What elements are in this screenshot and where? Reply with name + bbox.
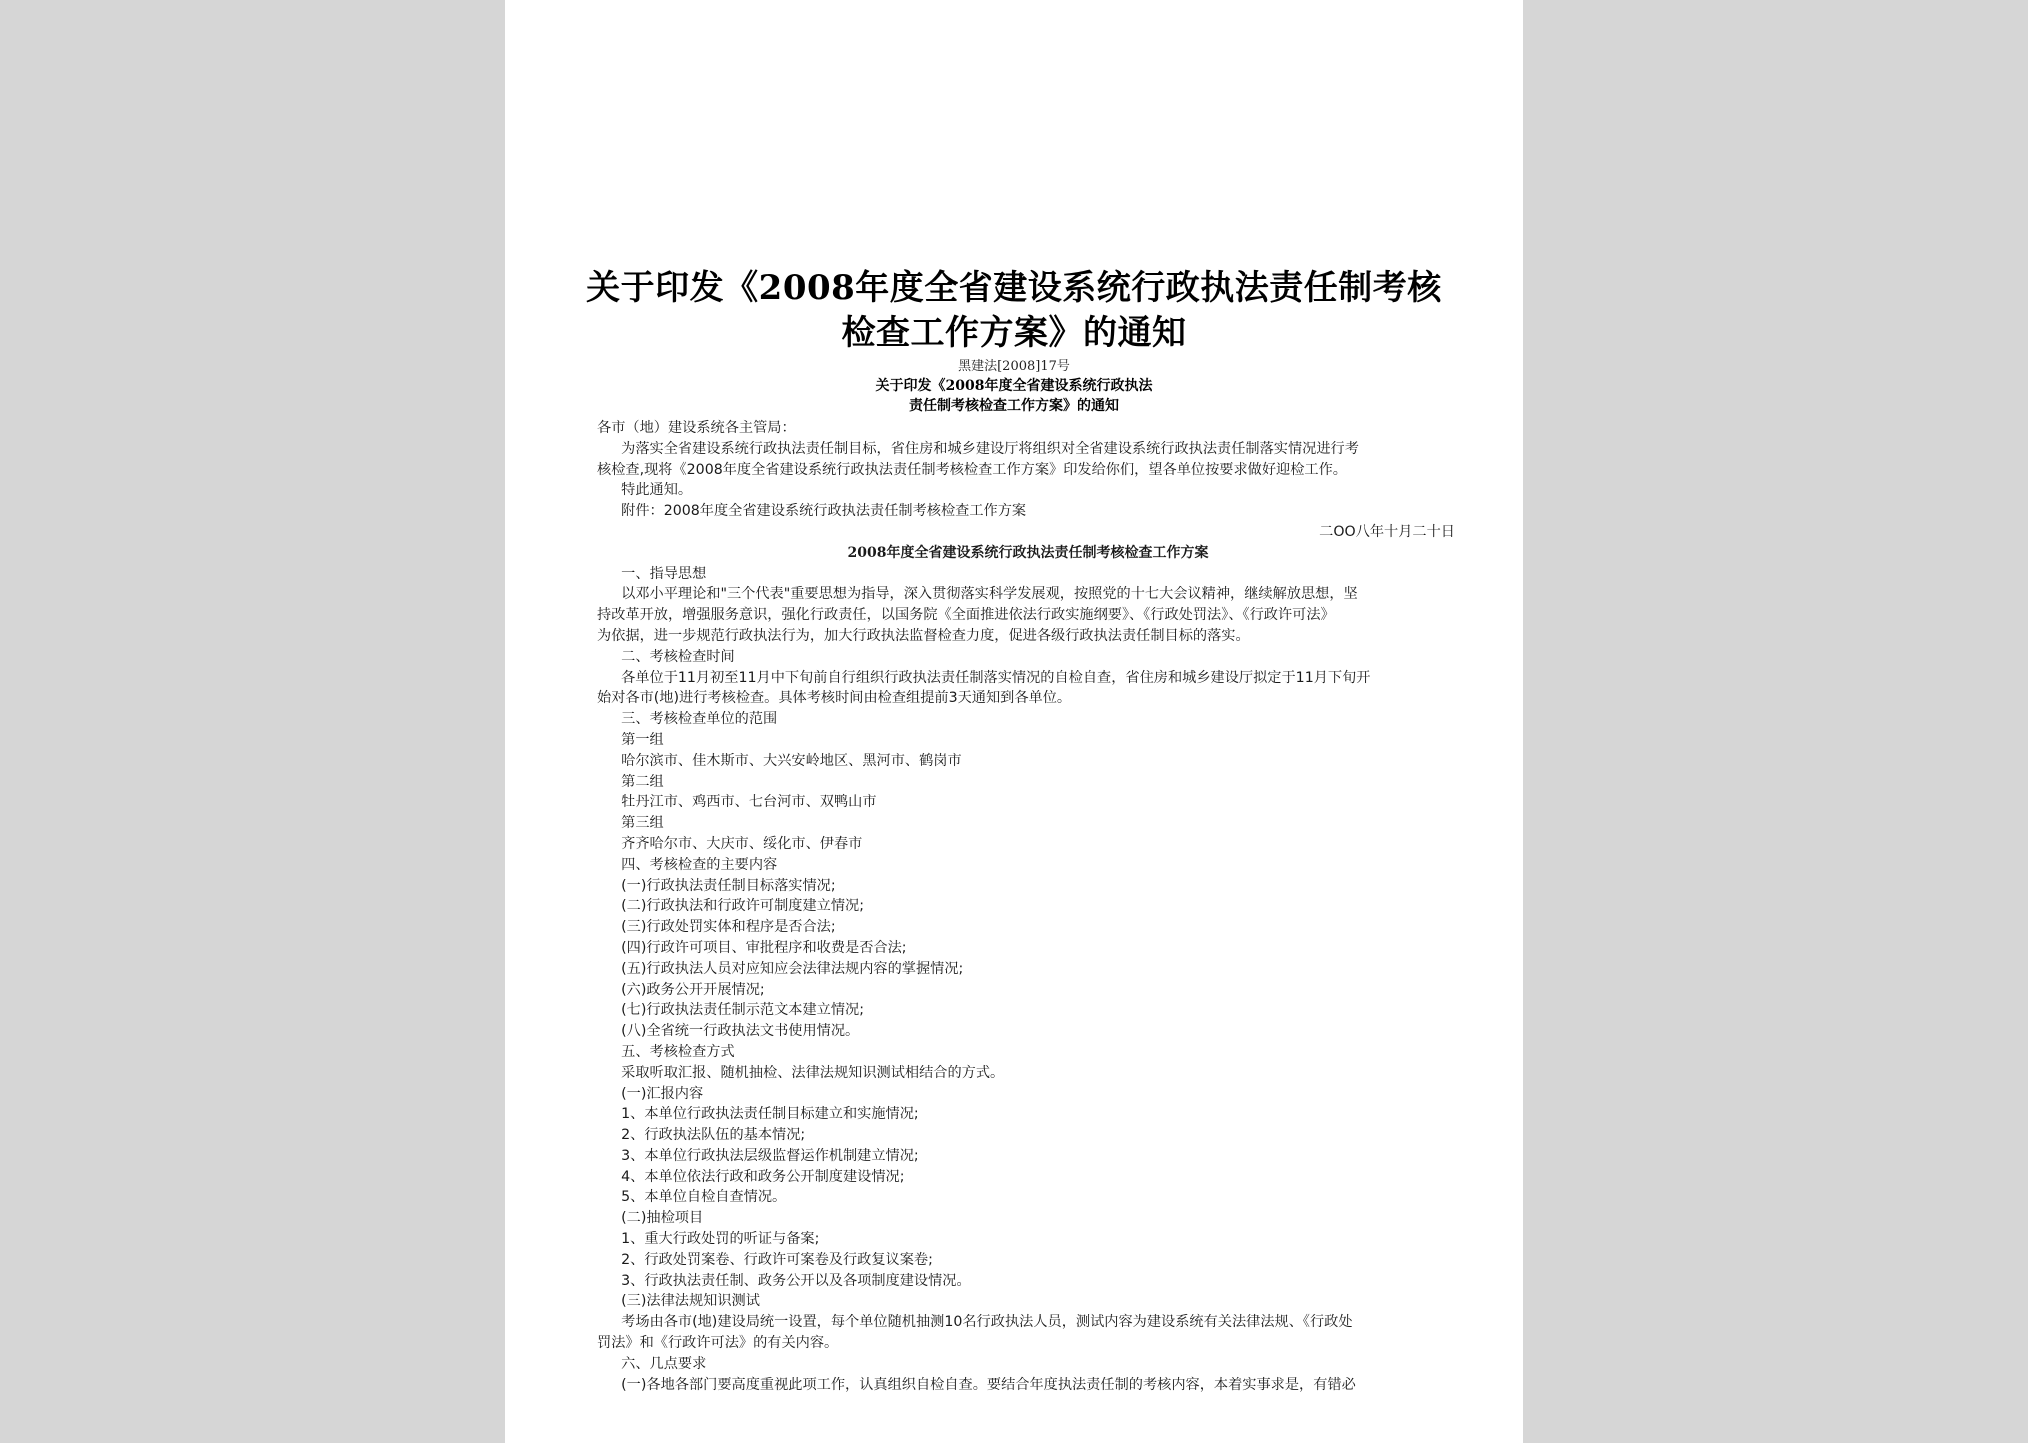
list-item: 5、本单位自检自查情况。 <box>621 1189 787 1206</box>
body-paragraph-line: 采取听取汇报、随机抽检、法律法规知识测试相结合的方式。 <box>621 1064 1005 1081</box>
section-heading: 六、几点要求 <box>621 1355 707 1372</box>
document-page <box>505 0 1523 1443</box>
list-item: (二)行政执法和行政许可制度建立情况; <box>621 898 864 915</box>
list-item: 1、本单位行政执法责任制目标建立和实施情况; <box>621 1106 919 1123</box>
salutation: 各市（地）建设系统各主管局： <box>597 420 796 436</box>
body-paragraph-line: 始对各市(地)进行考核检查。具体考核时间由检查组提前3天通知到各单位。 <box>597 690 1072 707</box>
section-heading: 二、考核检查时间 <box>621 648 735 665</box>
body-paragraph-line: 为依据，进一步规范行政执法行为，加大行政执法监督检查力度，促进各级行政执法责任制目标的落实。 <box>597 627 1250 644</box>
group-label: 第一组 <box>621 731 664 748</box>
list-item: 4、本单位依法行政和政务公开制度建设情况; <box>621 1168 905 1185</box>
list-item: 2、行政执法队伍的基本情况; <box>621 1127 806 1144</box>
subsection-heading: (二)抽检项目 <box>621 1210 704 1227</box>
group-members: 哈尔滨市、佳木斯市、大兴安岭地区、黑河市、鹤岗市 <box>621 752 962 769</box>
body-paragraph-line: 罚法》和《行政许可法》的有关内容。 <box>597 1335 839 1352</box>
body-paragraph-line: 核检查,现将《2008年度全省建设系统行政执法责任制考核检查工作方案》印发给你们，望各单位按要求做好迎检工作。 <box>597 461 1347 478</box>
list-item: (六)政务公开开展情况; <box>621 981 765 998</box>
list-item: (八)全省统一行政执法文书使用情况。 <box>621 1023 860 1040</box>
list-item: (五)行政执法人员对应知应会法律法规内容的掌握情况; <box>621 960 964 977</box>
list-item: (三)行政处罚实体和程序是否合法; <box>621 919 836 936</box>
body-paragraph-line: (一)各地各部门要高度重视此项工作，认真组织自检自查。要结合年度执法责任制的考核内容，本着实事求是，有错必 <box>621 1376 1356 1393</box>
attachment-line: 附件：2008年度全省建设系统行政执法责任制考核检查工作方案 <box>621 503 1027 520</box>
document-title-line-2: 检查工作方案》的通知 <box>841 313 1187 353</box>
list-item: 3、行政执法责任制、政务公开以及各项制度建设情况。 <box>621 1272 971 1289</box>
section-heading: 一、指导思想 <box>621 565 707 582</box>
subtitle-line-1: 关于印发《2008年度全省建设系统行政执法 <box>875 378 1153 394</box>
subsection-heading: (一)汇报内容 <box>621 1085 704 1102</box>
document-body <box>597 418 1459 1395</box>
group-members: 牡丹江市、鸡西市、七台河市、双鸭山市 <box>621 794 877 811</box>
list-item: (七)行政执法责任制示范文本建立情况; <box>621 1002 864 1019</box>
list-item: 2、行政处罚案卷、行政许可案卷及行政复议案卷; <box>621 1251 933 1268</box>
list-item: (四)行政许可项目、审批程序和收费是否合法; <box>621 939 907 956</box>
closing-line: 特此通知。 <box>621 482 693 499</box>
body-paragraph-line: 持改革开放，增强服务意识，强化行政责任，以国务院《全面推进依法行政实施纲要》、《行政处罚法》、《行政许可法》 <box>597 607 1335 624</box>
document-number: 黑建法[2008]17号 <box>958 359 1070 374</box>
section-heading: 五、考核检查方式 <box>621 1043 735 1060</box>
section-heading: 三、考核检查单位的范围 <box>621 711 778 728</box>
section-heading: 四、考核检查的主要内容 <box>621 856 778 873</box>
list-item: (一)行政执法责任制目标落实情况; <box>621 877 836 894</box>
body-paragraph-line: 各单位于11月初至11月中下旬前自行组织行政执法责任制落实情况的自检自查，省住房和城乡建设厅拟定于11月下旬开 <box>621 669 1371 686</box>
issue-date: 二OO八年十月二十日 <box>1319 523 1455 540</box>
document-title-line-1: 关于印发《2008年度全省建设系统行政执法责任制考核 <box>586 268 1442 308</box>
body-paragraph-line: 考场由各市(地)建设局统一设置，每个单位随机抽测10名行政执法人员，测试内容为建设系统有关法律法规、《行政处 <box>621 1314 1353 1331</box>
list-item: 1、重大行政处罚的听证与备案; <box>621 1231 820 1248</box>
plan-title: 2008年度全省建设系统行政执法责任制考核检查工作方案 <box>847 544 1209 561</box>
subtitle-line-2: 责任制考核检查工作方案》的通知 <box>909 398 1119 414</box>
body-paragraph-line: 为落实全省建设系统行政执法责任制目标，省住房和城乡建设厅将组织对全省建设系统行政执法责任制落实情况进行考 <box>621 440 1359 457</box>
group-label: 第三组 <box>621 815 664 832</box>
group-members: 齐齐哈尔市、大庆市、绥化市、伊春市 <box>621 835 863 852</box>
group-label: 第二组 <box>621 773 664 790</box>
subsection-heading: (三)法律法规知识测试 <box>621 1293 760 1310</box>
list-item: 3、本单位行政执法层级监督运作机制建立情况; <box>621 1147 919 1164</box>
body-paragraph-line: 以邓小平理论和"三个代表"重要思想为指导，深入贯彻落实科学发展观，按照党的十七大会议精神，继续解放思想，坚 <box>621 586 1358 603</box>
